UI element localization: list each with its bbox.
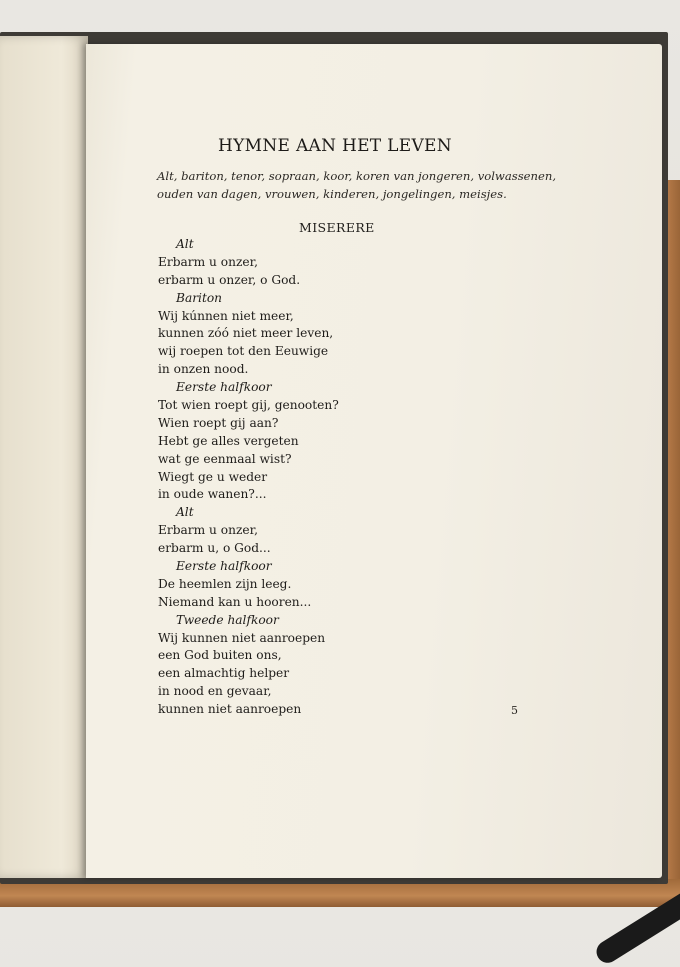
- verse-line: kunnen niet aanroepen: [158, 702, 302, 717]
- verse-line: Wij kúnnen niet meer,: [158, 308, 294, 323]
- verse-line: in oude wanen?...: [158, 487, 267, 502]
- verse-line: Wij kunnen niet aanroepen: [158, 630, 326, 645]
- page-title: HYMNE AAN HET LEVEN: [218, 136, 452, 156]
- section-heading: MISERERE: [299, 220, 375, 235]
- verse-line: Wiegt ge u weder: [158, 469, 268, 484]
- verse-line: Hebt ge alles vergeten: [158, 433, 299, 448]
- speaker-label: Tweede halfkoor: [176, 612, 279, 627]
- verse-line: erbarm u onzer, o God.: [158, 272, 301, 287]
- verse-line: in onzen nood.: [158, 362, 249, 377]
- speaker-label: Eerste halfkoor: [176, 380, 272, 395]
- speaker-label: Eerste halfkoor: [176, 559, 272, 574]
- left-page: [0, 36, 88, 878]
- verse-line: De heemlen zijn leeg.: [158, 576, 292, 591]
- verse-line: kunnen zóó niet meer leven,: [158, 326, 334, 341]
- verse-line: een God buiten ons,: [158, 648, 282, 663]
- verse-line: Niemand kan u hooren...: [158, 594, 312, 609]
- speaker-label: Alt: [176, 505, 194, 520]
- verse-line: erbarm u, o God...: [158, 541, 271, 556]
- cast-list-line: Alt, bariton, tenor, sopraan, koor, koren van jongeren, volwassenen,: [157, 169, 557, 183]
- verse-line: wij roepen tot den Eeuwige: [158, 344, 329, 359]
- speaker-label: Alt: [176, 237, 194, 251]
- verse-line: Wien roept gij aan?: [158, 415, 279, 430]
- cast-list: [157, 167, 557, 203]
- cast-list-line: ouden van dagen, vrouwen, kinderen, jongelingen, meisjes.: [157, 187, 507, 201]
- verse-line: Tot wien roept gij, genooten?: [158, 398, 339, 413]
- verse-line: wat ge eenmaal wist?: [158, 451, 292, 466]
- verse-line: Erbarm u onzer,: [158, 254, 258, 269]
- page-number: 5: [511, 704, 518, 717]
- verse-line: een almachtig helper: [158, 666, 290, 681]
- verse-line: in nood en gevaar,: [158, 684, 272, 699]
- speaker-label: Bariton: [176, 290, 223, 305]
- poem-text: [158, 236, 339, 719]
- verse-line: Erbarm u onzer,: [158, 523, 258, 538]
